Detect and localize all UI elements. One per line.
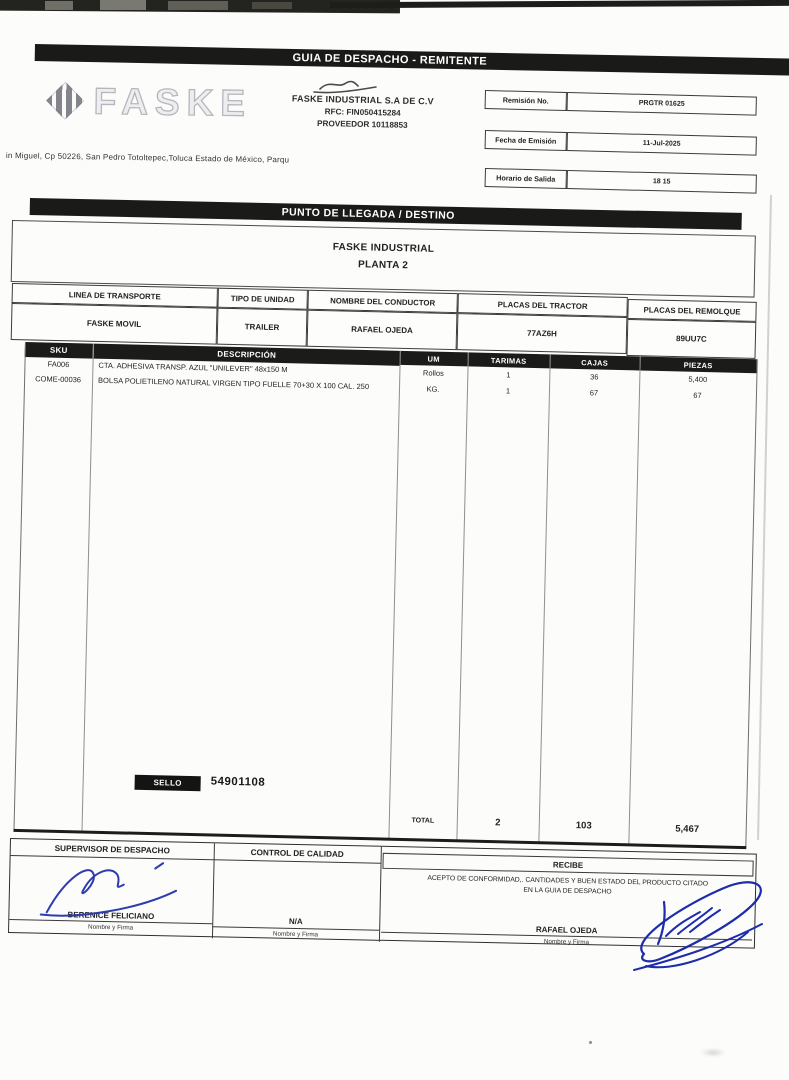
items-table: [13, 342, 756, 851]
item-row-cajas: 36: [590, 372, 599, 382]
recibe-header: RECIBE: [382, 853, 753, 877]
transport-header-conductor: NOMBRE DEL CONDUCTOR: [307, 290, 457, 313]
item-row-um: Rollos: [422, 368, 444, 378]
scan-smudge: [45, 1, 73, 10]
items-grid-line: [538, 354, 551, 843]
items-grid-line: [745, 359, 758, 848]
sello-value: 54901108: [210, 775, 266, 789]
meta-value-horario: 18 15: [567, 170, 757, 194]
recibe-signature: [628, 874, 773, 974]
scan-smudge: [252, 2, 292, 9]
company-proveedor: PROVEEDOR 10118853: [316, 118, 408, 130]
total-label: TOTAL: [411, 817, 435, 825]
items-header-cajas: CAJAS: [550, 354, 640, 370]
meta-row-fecha: [485, 130, 757, 156]
meta-label-remision: Remisión No.: [485, 90, 567, 111]
transport-value-linea: FASKE MOVIL: [11, 303, 218, 345]
scan-smudge: [168, 1, 228, 10]
items-grid-line: [13, 342, 26, 831]
handwritten-mark: [310, 76, 382, 96]
transport-value-unidad: TRAILER: [217, 308, 308, 347]
transport-header-linea: LINEA DE TRANSPORTE: [12, 283, 218, 308]
item-row-cajas: 67: [589, 388, 599, 398]
meta-value-fecha: 11-Jul-2025: [567, 132, 757, 156]
acceptance-text-line1: ACEPTO DE CONFORMIDAD,. CANTIDADES Y BUEN ESTADO DEL PRODUCTO CITADO: [427, 874, 709, 888]
dot-artifact: [589, 1041, 592, 1044]
item-row-tarimas: 1: [505, 386, 511, 396]
page-edge-line: [757, 195, 771, 840]
meta-label-fecha: Fecha de Emisión: [485, 130, 567, 151]
scan-smudge: [100, 0, 146, 10]
company-address: in Miguel, Cp 50226, San Pedro Totoltepec,Toluca Estado de México, Parqu: [5, 151, 290, 165]
items-header-piezas: PIEZAS: [639, 356, 756, 373]
meta-label-horario: Horario de Salida: [485, 168, 567, 189]
header-bar-remitente: [35, 44, 789, 76]
item-row-sku: FA006: [47, 359, 70, 370]
faske-logo-diamond-icon: [46, 82, 84, 120]
meta-row-remision: [485, 90, 757, 116]
supervisor-signature: [37, 857, 189, 924]
top-scan-artifact: [0, 0, 789, 16]
transport-header-unidad: TIPO DE UNIDAD: [217, 288, 307, 310]
faske-logo-text: FASKE: [93, 80, 253, 124]
recibe-name: RAFAEL OJEDA: [535, 925, 598, 936]
quality-firma-label: Nombre y Firma: [272, 930, 319, 938]
transport-header-remolque: PLACAS DEL REMOLQUE: [627, 299, 756, 322]
total-piezas: 5,467: [675, 823, 700, 836]
items-header-sku: SKU: [25, 342, 93, 359]
company-rfc: RFC: FIN050415284: [324, 107, 401, 118]
items-header-um: UM: [400, 351, 468, 367]
supervisor-header: SUPERVISOR DE DESPACHO: [11, 839, 214, 860]
quality-name: N/A: [288, 916, 303, 927]
meta-row-horario: [485, 168, 757, 194]
item-row-sku: COME-00036: [35, 374, 82, 385]
faske-logo: [45, 78, 286, 131]
acceptance-text-line2: EN LA GUIA DE DESPACHO: [523, 886, 612, 896]
items-grid-line: [81, 344, 94, 833]
recibe-firma-label: Nombre y Firma: [543, 937, 590, 946]
items-header-desc: DESCRIPCIÓN: [94, 344, 400, 366]
total-tarimas: 2: [495, 817, 501, 829]
supervisor-name: BERENICE FELICIANO: [67, 910, 155, 922]
item-row-piezas: 5,400: [688, 374, 708, 385]
company-block: [271, 93, 454, 131]
item-row-um: KG.: [426, 384, 440, 394]
sello-label: SELLO: [134, 775, 200, 792]
smudge-artifact: [700, 1048, 726, 1057]
company-name: FASKE INDUSTRIAL S.A DE C.V: [291, 93, 434, 107]
item-row-piezas: 67: [693, 390, 702, 400]
destination-plant: PLANTA 2: [357, 259, 409, 272]
item-row-desc: BOLSA POLIETILENO NATURAL VIRGEN TIPO FUELLE 70+30 X 100 CAL. 250: [98, 375, 370, 392]
item-row-tarimas: 1: [506, 370, 511, 380]
item-row-desc: CTA. ADHESIVA TRANSP. AZUL "UNILEVER" 48x150 M: [98, 360, 288, 375]
supervisor-firma-label: Nombre y Firma: [87, 923, 134, 932]
transport-header-tractor: PLACAS DEL TRACTOR: [457, 293, 627, 317]
items-grid-line: [456, 352, 469, 841]
meta-value-remision: PRGTR 01625: [567, 92, 757, 116]
transport-value-tractor: 77AZ6H: [457, 313, 628, 354]
transport-value-conductor: RAFAEL OJEDA: [307, 310, 458, 350]
header-bar-destino-title: PUNTO DE LLEGADA / DESTINO: [281, 205, 455, 222]
quality-header: CONTROL DE CALIDAD: [214, 843, 381, 863]
items-grid-line: [628, 356, 641, 845]
items-grid-line: [388, 351, 401, 840]
items-header-tarimas: TARIMAS: [468, 352, 550, 368]
total-cajas: 103: [575, 820, 592, 832]
scan-band-right: [330, 0, 789, 8]
destination-name: FASKE INDUSTRIAL: [332, 241, 435, 255]
transport-value-remolque: 89UU7C: [627, 319, 757, 359]
header-bar-remitente-title: GUIA DE DESPACHO - REMITENTE: [292, 51, 488, 68]
